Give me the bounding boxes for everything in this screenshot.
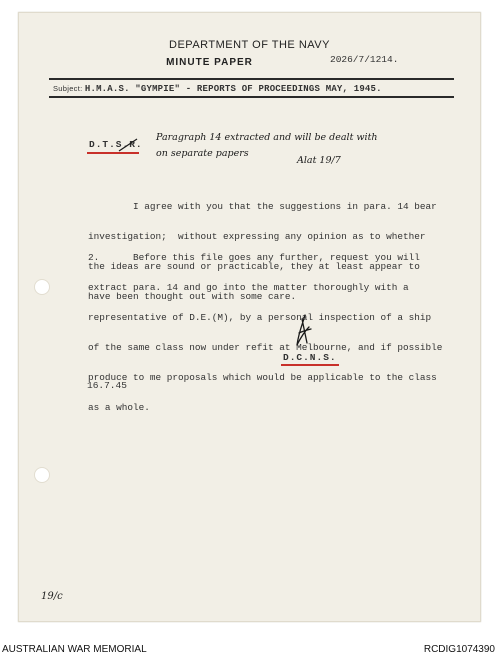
signatory: D.C.N.S.	[283, 352, 337, 363]
paragraph-2-line: produce to me proposals which would be applicable to the class	[88, 372, 437, 383]
paragraph-1-line: have been thought out with some care.	[88, 291, 297, 302]
minute-date: 16.7.45	[87, 380, 127, 391]
handwritten-signature	[293, 313, 315, 349]
minute-paper-sheet	[18, 12, 481, 622]
handwritten-initials: Alat 19/7	[297, 155, 341, 166]
paragraph-2-line: of the same class now under refit at Melbourne, and if possible	[88, 342, 443, 353]
paragraph-1-line: I agree with you that the suggestions in para. 14 bear	[88, 201, 437, 212]
file-number: 2026/7/1214.	[330, 54, 399, 65]
department-heading: DEPARTMENT OF THE NAVY	[169, 39, 330, 51]
paragraph-2-line: representative of D.E.(M), by a personal inspection of a ship	[88, 312, 432, 323]
paragraph-2-line: as a whole.	[88, 402, 150, 413]
handwritten-note-line2: on separate papers	[156, 148, 249, 159]
handwritten-note-line1: Paragraph 14 extracted and will be dealt with	[156, 132, 378, 143]
punch-hole-bottom	[34, 467, 50, 483]
footer-id: RCDIG1074390	[423, 644, 495, 655]
form-title: MINUTE PAPER	[166, 57, 253, 68]
footer-credit: AUSTRALIAN WAR MEMORIAL	[2, 644, 147, 655]
subject-text: H.M.A.S. "GYMPIE" - REPORTS OF PROCEEDINGS MAY, 1945.	[84, 84, 382, 94]
addressee: D.T.S.R.	[89, 139, 143, 150]
paragraph-2-line: 2. Before this file goes any further, request you will	[88, 252, 420, 263]
subject-line	[53, 83, 453, 94]
addressee-strike-mark	[117, 137, 141, 153]
folio-mark: 19/c	[41, 591, 63, 602]
subject-rule-bottom	[49, 96, 454, 98]
subject-label: Subject:	[53, 84, 83, 93]
punch-hole-top	[34, 279, 50, 295]
paragraph-1-line: the ideas are sound or practicable, they at least appear to	[88, 261, 420, 272]
paragraph-2-line: extract para. 14 and go into the matter thoroughly with a	[88, 282, 409, 293]
paragraph-1-line: investigation; without expressing any opinion as to whether	[88, 231, 426, 242]
signatory-red-underline	[281, 364, 339, 366]
paragraph-2	[88, 233, 488, 433]
subject-rule-top	[49, 78, 454, 80]
